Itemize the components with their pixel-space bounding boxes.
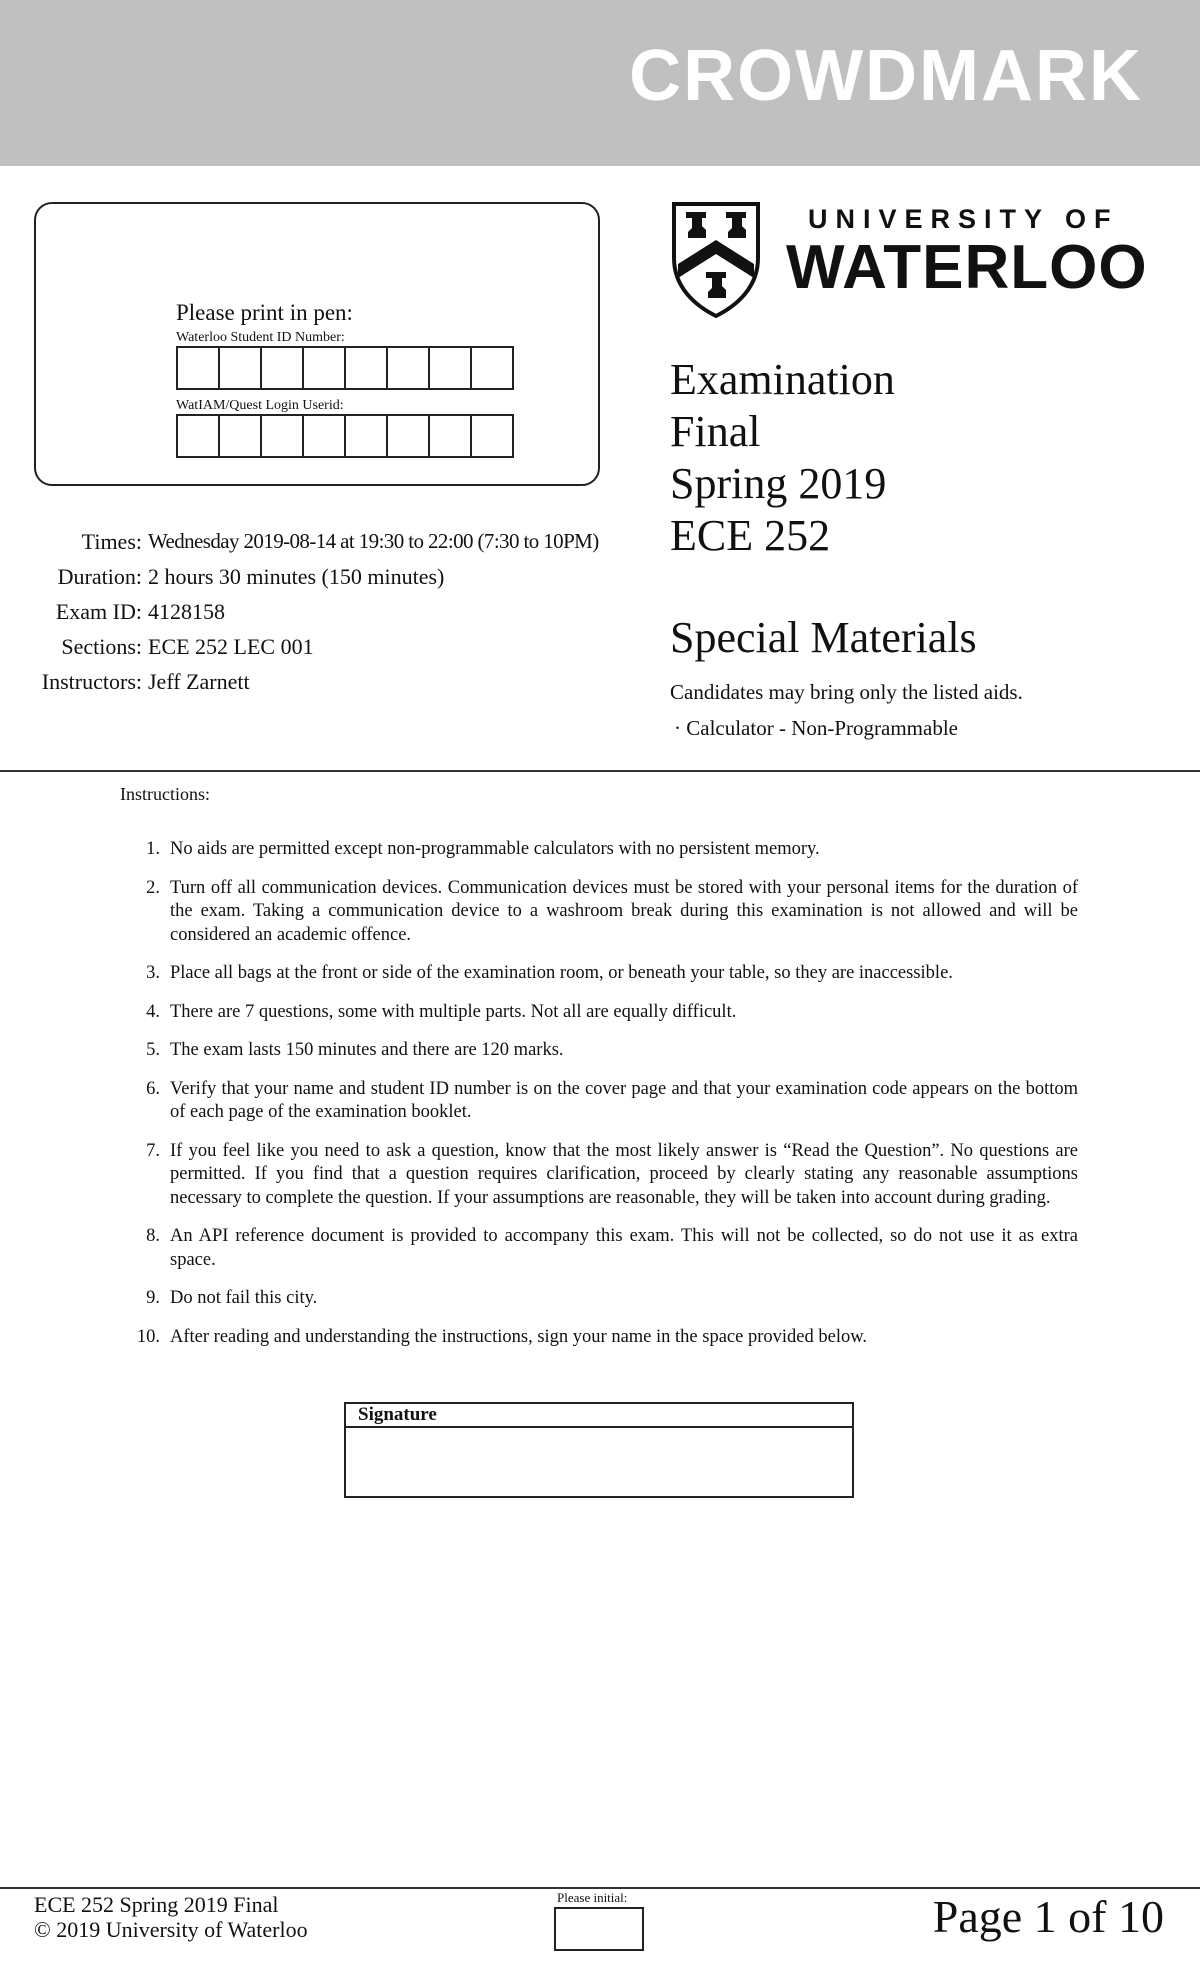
instruction-text: If you feel like you need to ask a question, know that the most likely answer is “Read the Question”. No questions are permitted. If you find that a question requires clarification, proceed by clearly stating any reasonable assumptions necessary to complete the question. If your assumptions are reasonable, they will be taken into account during grading.	[170, 1140, 1078, 1208]
times-value: Wednesday 2019-08-14 at 19:30 to 22:00 (7:30 to 10PM)	[148, 529, 599, 553]
instructions-list	[130, 838, 1078, 1364]
instruction-text: An API reference document is provided to accompany this exam. This will not be collected, so do not use it as extra space.	[170, 1226, 1078, 1270]
exam-course: ECE 252	[670, 511, 831, 560]
instruction-item	[130, 962, 1078, 986]
instruction-number: 10.	[136, 1326, 160, 1347]
special-materials-title: Special Materials	[670, 613, 977, 662]
instruction-item	[130, 1078, 1078, 1125]
instruction-text: Verify that your name and student ID number is on the cover page and that your examination code appears on the bottom of each page of the examination booklet.	[170, 1078, 1078, 1122]
instruction-number: 4.	[146, 1001, 160, 1022]
instruction-number: 7.	[146, 1140, 160, 1161]
instruction-item	[130, 1225, 1078, 1272]
instruction-item	[130, 1287, 1078, 1311]
sections-row	[30, 629, 599, 664]
student-id-digit-cell[interactable]	[176, 346, 220, 390]
userid-digit-row	[176, 414, 512, 458]
exam-term: Spring 2019	[670, 459, 887, 508]
footer-course-info	[34, 1892, 308, 1942]
crowdmark-banner	[0, 0, 1200, 166]
instruction-text: There are 7 questions, some with multiple parts. Not all are equally difficult.	[170, 1001, 737, 1022]
instruction-text: The exam lasts 150 minutes and there are 120 marks.	[170, 1040, 564, 1060]
instruction-number: 3.	[146, 963, 160, 983]
instruction-item	[130, 1140, 1078, 1211]
instruction-number: 8.	[146, 1226, 160, 1246]
sections-value: ECE 252 LEC 001	[148, 634, 314, 659]
exam-id-label: Exam ID:	[55, 599, 142, 624]
instruction-text: After reading and understanding the instructions, sign your name in the space provided below.	[170, 1326, 867, 1347]
footer-course-line: ECE 252 Spring 2019 Final	[34, 1892, 279, 1917]
exam-id-value: 4128158	[148, 599, 225, 624]
exam-id-row	[30, 594, 599, 629]
student-id-digit-cell[interactable]	[386, 346, 430, 390]
instruction-item	[130, 1039, 1078, 1063]
student-id-digit-row	[176, 346, 512, 390]
instruction-text: Turn off all communication devices. Communication devices must be stored with your personal items for the duration of the exam. Taking a communication device to a washroom break during this examination is not allowed and will be considered an academic offence.	[170, 877, 1078, 945]
exam-kind: Final	[670, 407, 761, 456]
university-crest-icon	[670, 200, 762, 318]
please-initial-label: Please initial:	[557, 1890, 628, 1905]
print-in-pen-label: Please print in pen:	[176, 300, 353, 325]
crowdmark-wordmark: CROWDMARK	[629, 36, 1143, 116]
userid-digit-cell[interactable]	[344, 414, 388, 458]
signature-label: Signature	[346, 1404, 852, 1428]
instruction-number: 2.	[146, 877, 160, 898]
exam-title-block	[670, 354, 895, 562]
instructors-label: Instructors:	[41, 669, 142, 694]
instruction-item	[130, 877, 1078, 948]
userid-digit-cell[interactable]	[218, 414, 262, 458]
userid-digit-cell[interactable]	[260, 414, 304, 458]
instruction-text: Place all bags at the front or side of the examination room, or beneath your table, so they are inaccessible.	[170, 963, 953, 983]
student-id-digit-cell[interactable]	[218, 346, 262, 390]
userid-digit-cell[interactable]	[386, 414, 430, 458]
instruction-item	[130, 1326, 1078, 1350]
initial-box[interactable]	[554, 1907, 644, 1951]
footer-copyright: © 2019 University of Waterloo	[34, 1917, 308, 1942]
times-row	[30, 524, 599, 559]
userid-digit-cell[interactable]	[428, 414, 472, 458]
userid-label: WatIAM/Quest Login Userid:	[176, 398, 344, 413]
instruction-number: 5.	[146, 1040, 160, 1060]
page-number: Page 1 of 10	[932, 1891, 1164, 1942]
exam-metadata	[30, 524, 599, 699]
sections-label: Sections:	[61, 634, 142, 659]
instruction-number: 6.	[146, 1078, 160, 1099]
times-label: Times:	[81, 529, 142, 554]
instruction-item	[130, 838, 1078, 862]
instructors-value: Jeff Zarnett	[148, 669, 250, 694]
student-id-digit-cell[interactable]	[260, 346, 304, 390]
student-id-digit-cell[interactable]	[302, 346, 346, 390]
instruction-text: No aids are permitted except non-programmable calculators with no persistent memory.	[170, 839, 820, 859]
student-id-digit-cell[interactable]	[428, 346, 472, 390]
userid-digit-cell[interactable]	[302, 414, 346, 458]
exam-type: Examination	[670, 355, 895, 404]
section-divider	[0, 770, 1200, 772]
instruction-number: 9.	[146, 1288, 160, 1308]
userid-digit-cell[interactable]	[176, 414, 220, 458]
userid-digit-cell[interactable]	[470, 414, 514, 458]
student-id-digit-cell[interactable]	[344, 346, 388, 390]
logo-waterloo-text: WATERLOO	[786, 233, 1148, 302]
university-logo	[670, 200, 1170, 320]
aids-statement: Candidates may bring only the listed aids.	[670, 680, 1023, 704]
instructors-row	[30, 664, 599, 699]
instruction-number: 1.	[146, 839, 160, 859]
duration-label: Duration:	[57, 564, 142, 589]
instruction-item	[130, 1001, 1078, 1025]
aid-item: · Calculator - Non-Programmable	[674, 716, 958, 740]
logo-university-of-text: UNIVERSITY OF	[808, 204, 1119, 234]
instructions-title: Instructions:	[120, 784, 210, 804]
duration-row	[30, 559, 599, 594]
student-id-digit-cell[interactable]	[470, 346, 514, 390]
duration-value: 2 hours 30 minutes (150 minutes)	[148, 564, 445, 589]
instruction-text: Do not fail this city.	[170, 1288, 318, 1308]
footer-divider	[0, 1887, 1200, 1889]
student-id-label: Waterloo Student ID Number:	[176, 330, 345, 345]
signature-box[interactable]	[344, 1402, 854, 1498]
